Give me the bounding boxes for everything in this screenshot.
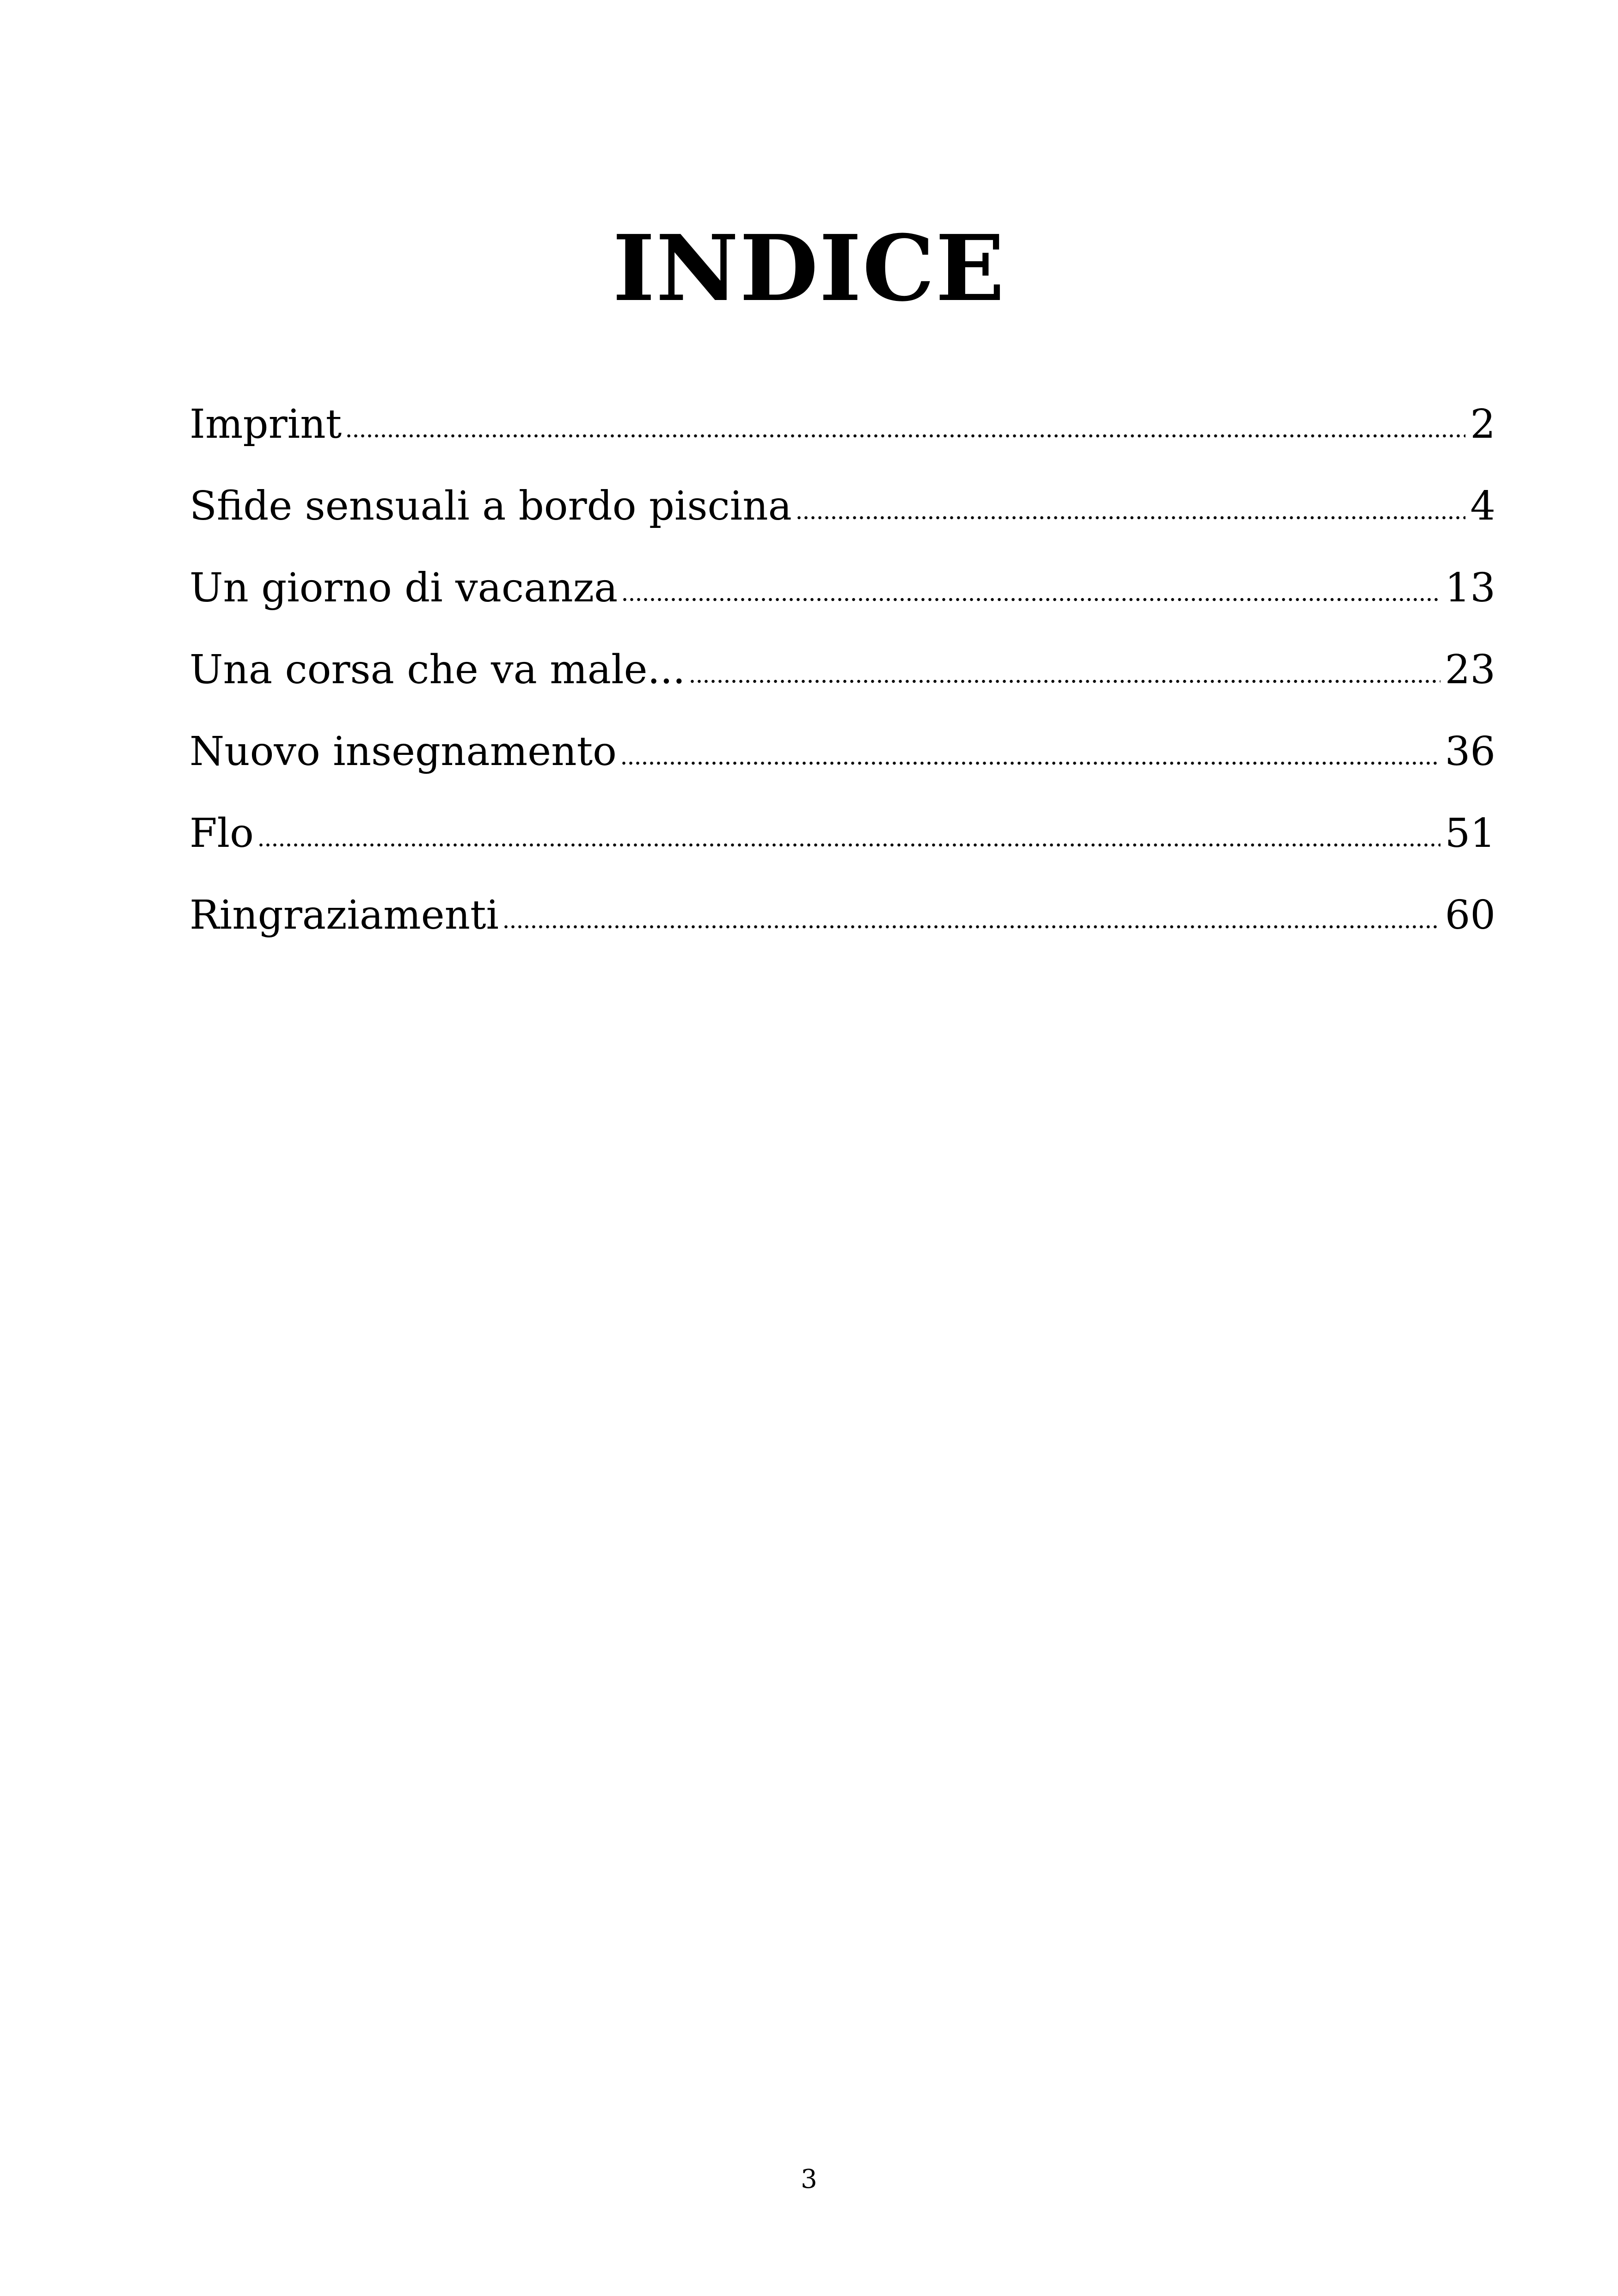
toc-entry-page: 51 [1445,810,1495,857]
toc-entry-giorno-vacanza[interactable] [190,547,1495,629]
toc-entry-label: Imprint [190,401,342,447]
toc-entry-page: 13 [1445,565,1495,611]
toc-entry-label: Flo [190,810,254,857]
toc-entry-page: 36 [1445,729,1495,775]
dot-leader [796,516,1465,520]
toc-entry-label: Ringraziamenti [190,892,499,938]
toc-entry-label: Sfide sensuali a bordo piscina [190,483,792,529]
toc-entry-ringraziamenti[interactable] [190,875,1495,956]
toc-entry-label: Nuovo insegnamento [190,729,617,775]
toc-entry-page: 60 [1445,892,1495,938]
page-number: 3 [801,2164,817,2194]
toc-entry-imprint[interactable] [190,384,1495,465]
page-title: INDICE [613,215,1005,322]
dot-leader [620,761,1440,765]
toc-entry-flo[interactable] [190,793,1495,875]
dot-leader [503,925,1440,929]
table-of-contents [190,384,1495,956]
dot-leader [689,680,1440,683]
toc-entry-page: 4 [1470,483,1495,529]
toc-entry-corsa-male[interactable] [190,629,1495,711]
dot-leader [621,598,1440,601]
toc-entry-nuovo-insegnamento[interactable] [190,711,1495,793]
toc-entry-label: Un giorno di vacanza [190,565,618,611]
dot-leader [257,843,1440,847]
toc-entry-page: 2 [1470,401,1495,447]
toc-entry-page: 23 [1445,647,1495,693]
dot-leader [345,434,1465,438]
toc-entry-sfide-sensuali[interactable] [190,465,1495,547]
toc-entry-label: Una corsa che va male... [190,647,686,693]
